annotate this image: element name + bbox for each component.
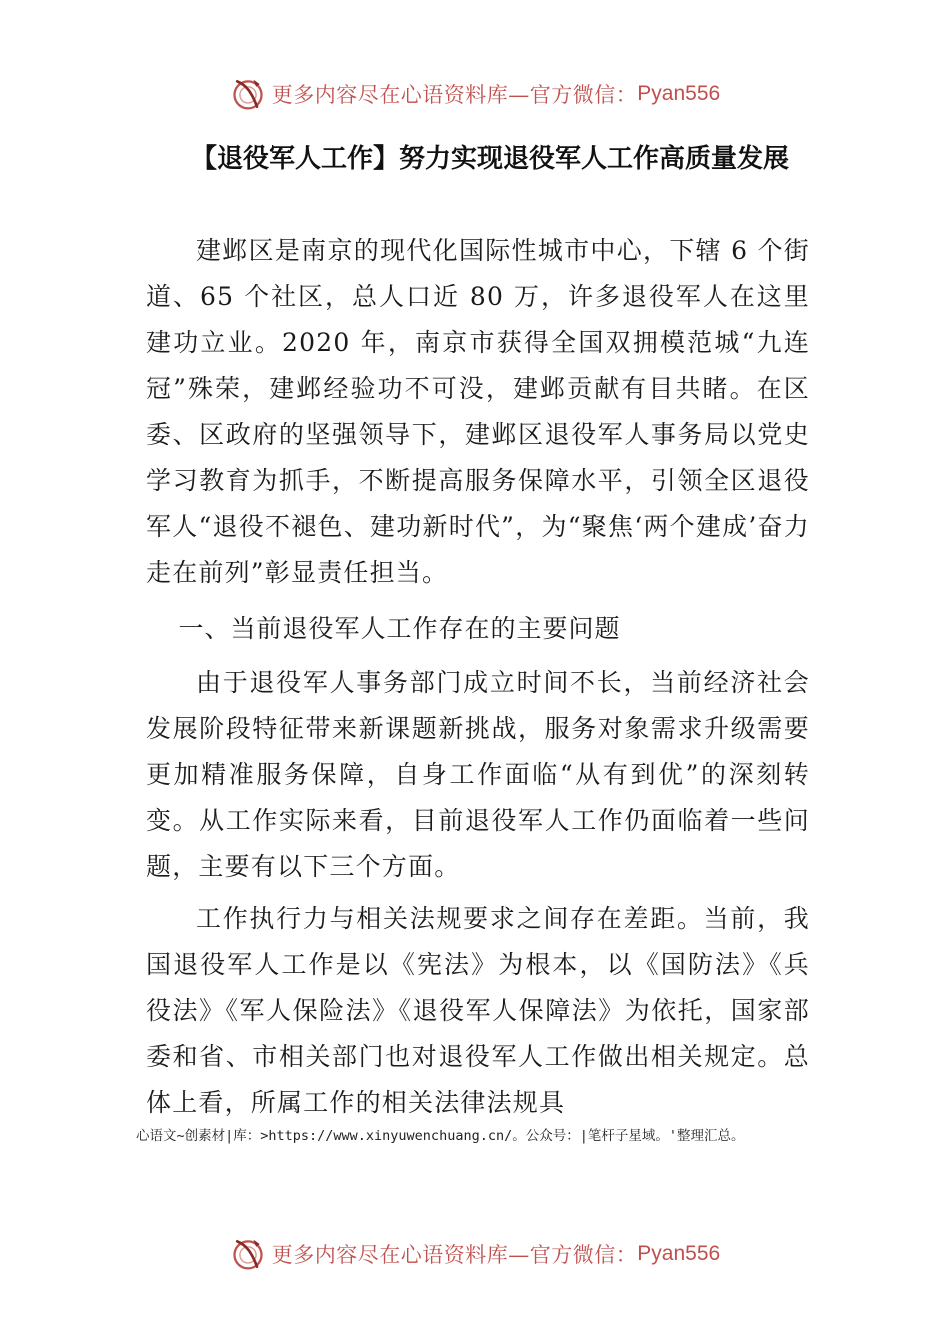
section-paragraph: 由于退役军人事务部门成立时间不长，当前经济社会发展阶段特征带来新课题新挑战，服务对象需求升级需要更加精准服务保障，自身工作面临“从有到优”的深刻转变。从工作实际来看，目前退役军人工作仍面临着一些问题，主要有以下三个方面。 [146, 668, 810, 881]
document-body [146, 228, 810, 1126]
header-banner-text: 更多内容尽在心语资料库—官方微信： [271, 83, 638, 107]
footer-banner-contact: Pyan556 [637, 1242, 721, 1265]
section-paragraph: 工作执行力与相关法规要求之间存在差距。当前，我国退役军人工作是以《宪法》为根本，以《国防法》《兵役法》《军人保险法》《退役军人保障法》为依托，国家部委和省、市相关部门也对退役军人工作做出相关规定。总体上看，所属工作的相关法律法规具 [146, 904, 810, 1117]
brand-logo-icon [230, 1236, 266, 1272]
footer-banner [0, 1232, 950, 1276]
brand-logo-icon [230, 76, 266, 112]
source-footnote: 心语文~创素材|库：>https://www.xinyuwenchuang.cn/。公众号：|笔杆子星域。'整理汇总。 [136, 1128, 745, 1144]
section-heading: 一、当前退役军人工作存在的主要问题 [178, 614, 621, 643]
intro-paragraph: 建邺区是南京的现代化国际性城市中心，下辖 6 个街道、65 个社区，总人口近 80 万，许多退役军人在这里建功立业。2020 年，南京市获得全国双拥模范城“九连冠”殊荣，建邺经验功不可没，建邺贡献有目共睹。在区委、区政府的坚强领导下，建邺区退役军人事务局以党史学习教育为抓手，不断提高服务保障水平，引领全区退役军人“退役不褪色、建功新时代”，为“聚焦‘两个建成’奋力走在前列”彰显责任担当。 [146, 236, 810, 587]
footer-banner-text: 更多内容尽在心语资料库—官方微信： [271, 1243, 638, 1267]
page-title: 【退役军人工作】努力实现退役军人工作高质量发展 [190, 144, 789, 174]
header-banner [0, 72, 950, 116]
header-banner-contact: Pyan556 [637, 82, 721, 105]
